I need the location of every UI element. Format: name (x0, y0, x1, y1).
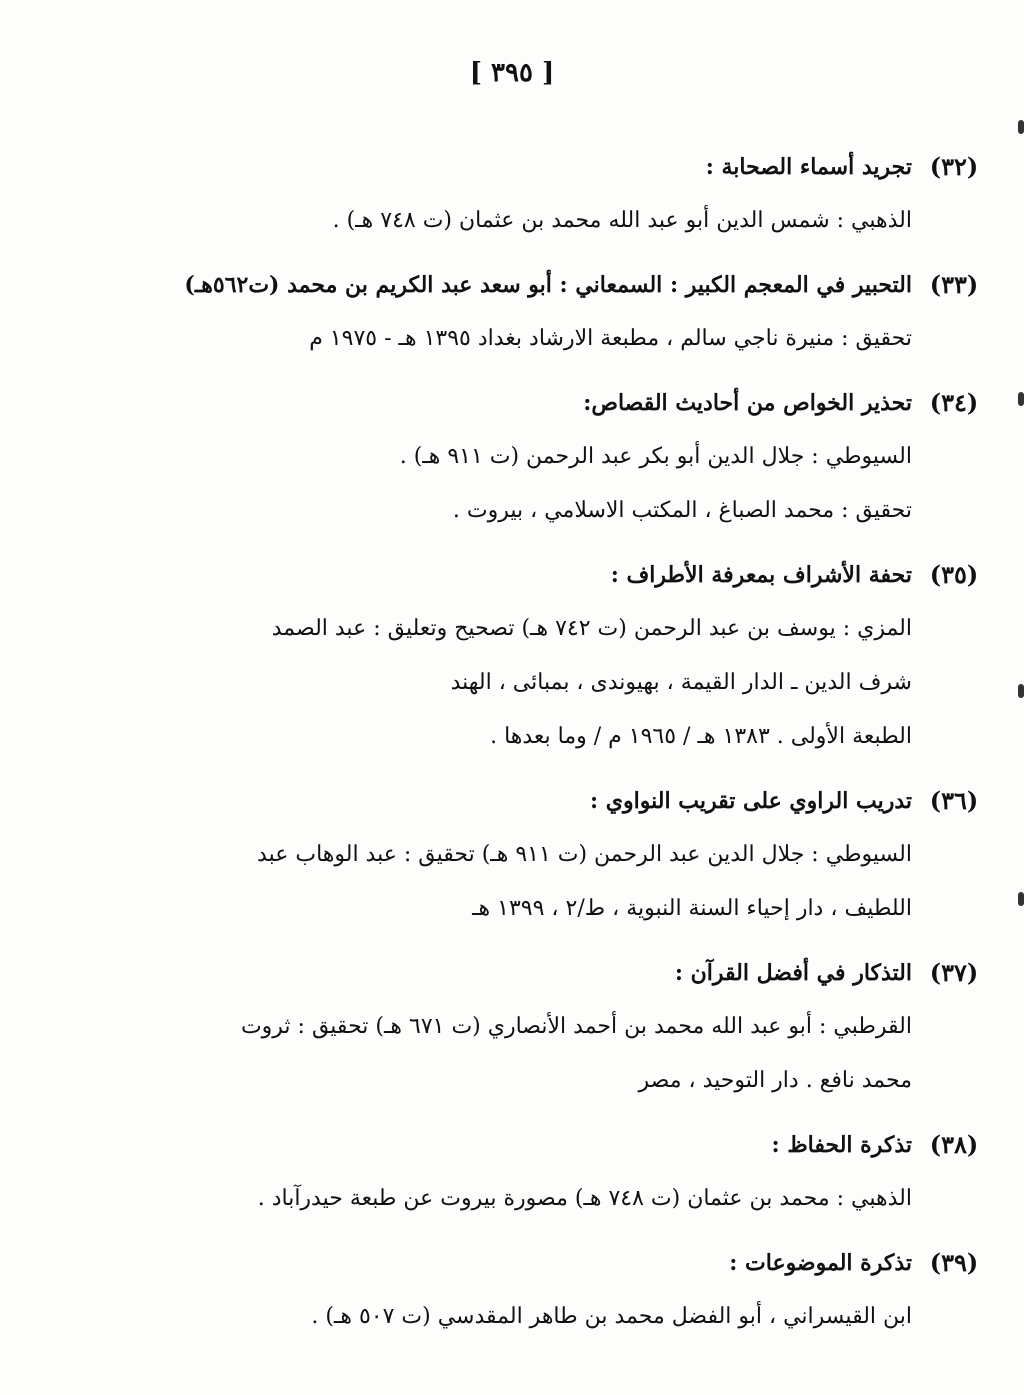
bibliography-entry (192, 946, 979, 1108)
entry-title: تذكرة الحفاظ : (771, 1132, 912, 1158)
entry-detail: تحقيق : منيرة ناجي سالم ، مطبعة الارشاد بغداد ١٣٩٥ هـ - ١٩٧٥ م (309, 326, 912, 351)
bibliography-entry (192, 548, 979, 764)
bibliography-entry (192, 774, 979, 936)
entry-title: تدريب الراوي على تقريب النواوي : (590, 788, 912, 814)
entry-number: (٣٤) (929, 388, 979, 417)
entry-title: التحبير في المعجم الكبير : السمعاني : أبو سعد عبد الكريم بن محمد (ت٥٦٢هـ) (184, 272, 912, 298)
entry-detail: السيوطي : جلال الدين عبد الرحمن (ت ٩١١ هـ) تحقيق : عبد الوهاب عبد (257, 842, 912, 867)
bibliography-entry (192, 376, 979, 538)
entry-detail: اللطيف ، دار إحياء السنة النبوية ، ط/٢ ، ١٣٩٩ هـ (472, 896, 912, 921)
scan-artifact-mark (1018, 392, 1024, 406)
entry-title: تحذير الخواص من أحاديث القصاص: (583, 390, 912, 416)
entry-title: تجريد أسماء الصحابة : (705, 154, 912, 180)
entry-detail: شرف الدين ـ الدار القيمة ، بهيوندى ، بمبائى ، الهند (450, 670, 912, 695)
entry-detail: محمد نافع . دار التوحيد ، مصر (638, 1068, 912, 1093)
entry-number: (٣٨) (929, 1130, 979, 1159)
entry-title: تحفة الأشراف بمعرفة الأطراف : (610, 562, 912, 588)
bibliography-entry (192, 140, 979, 248)
entry-detail: السيوطي : جلال الدين أبو بكر عبد الرحمن (ت ٩١١ هـ) . (399, 444, 912, 469)
entry-number: (٣٩) (929, 1248, 979, 1277)
bibliography-entry (184, 258, 979, 366)
entry-detail: الذهبي : شمس الدين أبو عبد الله محمد بن عثمان (ت ٧٤٨ هـ) . (332, 208, 912, 233)
entry-number: (٣٣) (929, 270, 979, 299)
entry-detail: المزي : يوسف بن عبد الرحمن (ت ٧٤٢ هـ) تصحيح وتعليق : عبد الصمد (271, 616, 912, 641)
bibliography-entry (192, 1236, 979, 1344)
page-number: [ ٣٩٥ ] (469, 58, 555, 88)
bibliography-list (184, 140, 979, 1354)
scan-artifact-mark (1018, 892, 1024, 906)
scan-artifact-mark (1018, 684, 1024, 698)
entry-detail: القرطبي : أبو عبد الله محمد بن أحمد الأنصاري (ت ٦٧١ هـ) تحقيق : ثروت (240, 1014, 912, 1039)
entry-title: تذكرة الموضوعات : (729, 1250, 912, 1276)
entry-number: (٣٦) (929, 786, 979, 815)
entry-title: التذكار في أفضل القرآن : (674, 960, 912, 986)
entry-detail: الذهبي : محمد بن عثمان (ت ٧٤٨ هـ) مصورة بيروت عن طبعة حيدرآباد . (257, 1186, 912, 1211)
bibliography-entry (192, 1118, 979, 1226)
entry-detail: تحقيق : محمد الصباغ ، المكتب الاسلامي ، بيروت . (452, 498, 912, 523)
entry-number: (٣٥) (929, 560, 979, 589)
entry-detail: الطبعة الأولى . ١٣٨٣ هـ / ١٩٦٥ م / وما بعدها . (490, 724, 912, 749)
scan-artifact-mark (1018, 120, 1024, 134)
entry-number: (٣٧) (929, 958, 979, 987)
entry-detail: ابن القيسراني ، أبو الفضل محمد بن طاهر المقدسي (ت ٥٠٧ هـ) . (311, 1304, 912, 1329)
entry-number: (٣٢) (929, 152, 979, 181)
